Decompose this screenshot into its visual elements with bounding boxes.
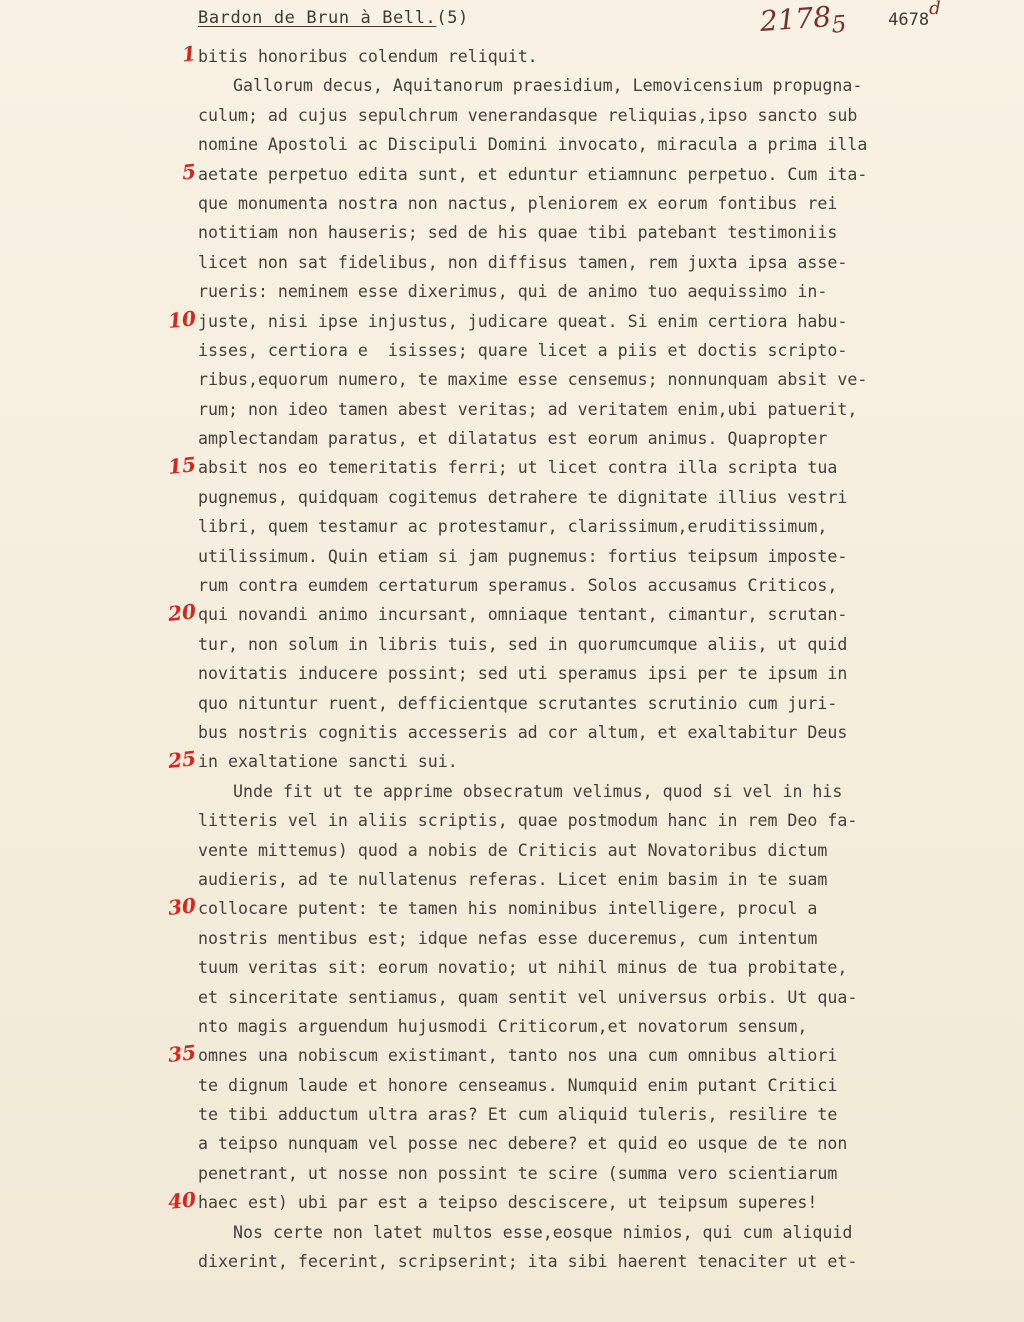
archive-reference [760, 0, 941, 40]
line-text: culum; ad cujus sepulchrum venerandasque reliquias,ipso sancto sub [198, 105, 858, 125]
line-text: te tibi adductum ultra aras? Et cum aliquid tuleris, resilire te [198, 1105, 838, 1125]
line-text: Nos certe non latet multos esse,eosque nimios, qui cum aliquid [233, 1222, 853, 1242]
header-page-label: (5) [436, 8, 469, 28]
line-text: nto magis arguendum hujusmodi Criticorum,et novatorum sensum, [198, 1016, 808, 1036]
margin-line-number: 20 [166, 599, 198, 627]
line-text: omnes una nobiscum existimant, tanto nos una cum omnibus altiori [198, 1046, 838, 1066]
text-line [0, 99, 1024, 128]
line-text: novitatis inducere possint; sed uti speramus ipsi per te ipsum in [198, 664, 848, 684]
text-line [0, 1245, 1024, 1274]
line-text: isses, certiora e isisses; quare licet a piis et doctis scripto- [198, 340, 848, 360]
text-line [0, 863, 1024, 892]
text-line [0, 569, 1024, 598]
margin-line-number: 5 [180, 158, 198, 185]
line-text: Unde fit ut te apprime obsecratum velimus, quod si vel in his [233, 781, 843, 801]
text-line [0, 422, 1024, 451]
line-text: dixerint, fecerint, scripserint; ita sibi haerent tenaciter ut et- [198, 1252, 858, 1272]
line-text: et sinceritate sentiamus, quam sentit vel universus orbis. Ut qua- [198, 987, 858, 1007]
text-line [0, 481, 1024, 510]
line-text: nostris mentibus est; idque nefas esse duceremus, cum intentum [198, 928, 818, 948]
line-text: que monumenta nostra non nactus, pleniorem ex eorum fontibus rei [198, 193, 838, 213]
line-text: amplectandam paratus, et dilatatus est eorum animus. Quapropter [198, 429, 828, 449]
line-text: licet non sat fidelibus, non diffisus tamen, rem juxta ipsa asse- [198, 252, 848, 272]
text-line [0, 804, 1024, 833]
text-line [0, 892, 1024, 921]
line-text: a teipso nunquam vel posse nec debere? et quid eo usque de te non [198, 1134, 848, 1154]
line-text: qui novandi animo incursant, omniaque tentant, cimantur, scrutan- [198, 605, 848, 625]
line-text: vente mittemus) quod a nobis de Criticis aut Novatoribus dictum [198, 840, 828, 860]
text-line [0, 981, 1024, 1010]
text-line [0, 40, 1024, 69]
text-line [0, 305, 1024, 334]
line-text: tur, non solum in libris tuis, sed in quorumcumque aliis, ut quid [198, 634, 848, 654]
text-line [0, 128, 1024, 157]
line-text: in exaltatione sancti sui. [198, 752, 458, 772]
line-text: absit nos eo temeritatis ferri; ut licet contra illa scripta tua [198, 458, 838, 478]
text-line [0, 451, 1024, 480]
text-line [0, 216, 1024, 245]
text-line [0, 510, 1024, 539]
line-text: collocare putent: te tamen his nominibus intelligere, procul a [198, 899, 818, 919]
text-line [0, 363, 1024, 392]
line-text: rueris: neminem esse dixerimus, qui de animo tuo aequissimo in- [198, 282, 828, 302]
line-text: bitis honoribus colendum reliquit. [198, 47, 538, 66]
line-text: penetrant, ut nosse non possint te scire (summa vero scientiarum [198, 1163, 838, 1183]
margin-line-number: 40 [166, 1187, 198, 1215]
text-line [0, 1127, 1024, 1156]
text-body [0, 40, 1024, 1274]
text-line [0, 1098, 1024, 1127]
text-line [0, 1039, 1024, 1068]
line-text: libri, quem testamur ac protestamur, clarissimum,eruditissimum, [198, 517, 828, 537]
handwritten-reference [759, 0, 848, 44]
line-text: haec est) ubi par est a teipso desciscere, ut teipsum superes! [198, 1193, 818, 1213]
text-line [0, 1010, 1024, 1039]
text-line [0, 1216, 1024, 1245]
line-text: audieris, ad te nullatenus referas. Licet enim basim in te suam [198, 869, 828, 889]
text-line [0, 275, 1024, 304]
text-line [0, 598, 1024, 627]
text-line [0, 187, 1024, 216]
text-line [0, 69, 1024, 98]
line-text: quo nituntur ruent, defficientque scrutantes scrutinio cum juri- [198, 693, 838, 713]
margin-line-number: 15 [166, 452, 198, 480]
line-text: rum; non ideo tamen abest veritas; ad veritatem enim,ubi patuerit, [198, 399, 858, 419]
document-number-suffix: d [929, 0, 941, 19]
text-line [0, 540, 1024, 569]
line-text: tuum veritas sit: eorum novatio; ut nihil minus de tua probitate, [198, 958, 848, 978]
document-header [198, 8, 469, 28]
margin-line-number: 30 [166, 893, 198, 921]
text-line [0, 716, 1024, 745]
line-text: utilissimum. Quin etiam si jam pugnemus: fortius teipsum imposte- [198, 546, 848, 566]
text-line [0, 1157, 1024, 1186]
text-line [0, 775, 1024, 804]
line-text: rum contra eumdem certaturum speramus. Solos accusamus Criticos, [198, 576, 838, 596]
line-text: ribus,equorum numero, te maxime esse censemus; nonnunquam absit ve- [198, 370, 868, 390]
text-line [0, 657, 1024, 686]
line-text: notitiam non hauseris; sed de his quae tibi patebant testimoniis [198, 223, 838, 243]
text-line [0, 1069, 1024, 1098]
text-line [0, 158, 1024, 187]
document-number: 4678 [888, 10, 930, 30]
text-line [0, 393, 1024, 422]
handwritten-reference-suffix: 5 [830, 9, 848, 39]
margin-line-number: 35 [166, 1040, 198, 1068]
text-line [0, 1186, 1024, 1215]
text-line [0, 745, 1024, 774]
line-text: bus nostris cognitis accesseris ad cor altum, et exaltabitur Deus [198, 722, 848, 742]
line-text: juste, nisi ipse injustus, judicare queat. Si enim certiora habu- [198, 311, 848, 331]
text-line [0, 951, 1024, 980]
margin-line-number: 25 [166, 746, 198, 774]
line-text: litteris vel in aliis scriptis, quae postmodum hanc in rem Deo fa- [198, 811, 858, 831]
header-title: Bardon de Brun à Bell. [198, 8, 437, 28]
line-text: nomine Apostoli ac Discipuli Domini invocato, miracula a prima illa [198, 135, 868, 155]
text-line [0, 334, 1024, 363]
margin-line-number: 1 [180, 41, 198, 67]
margin-line-number: 10 [166, 305, 198, 333]
text-line [0, 922, 1024, 951]
line-text: pugnemus, quidquam cogitemus detrahere te dignitate illius vestri [198, 487, 848, 507]
text-line [0, 687, 1024, 716]
text-line [0, 246, 1024, 275]
text-line [0, 834, 1024, 863]
text-line [0, 628, 1024, 657]
handwritten-reference-number: 2178 [758, 0, 833, 38]
line-text: Gallorum decus, Aquitanorum praesidium, Lemovicensium propugna- [233, 76, 863, 96]
line-text: te dignum laude et honore censeamus. Numquid enim putant Critici [198, 1075, 838, 1095]
line-text: aetate perpetuo edita sunt, et eduntur etiamnunc perpetuo. Cum ita- [198, 164, 868, 184]
